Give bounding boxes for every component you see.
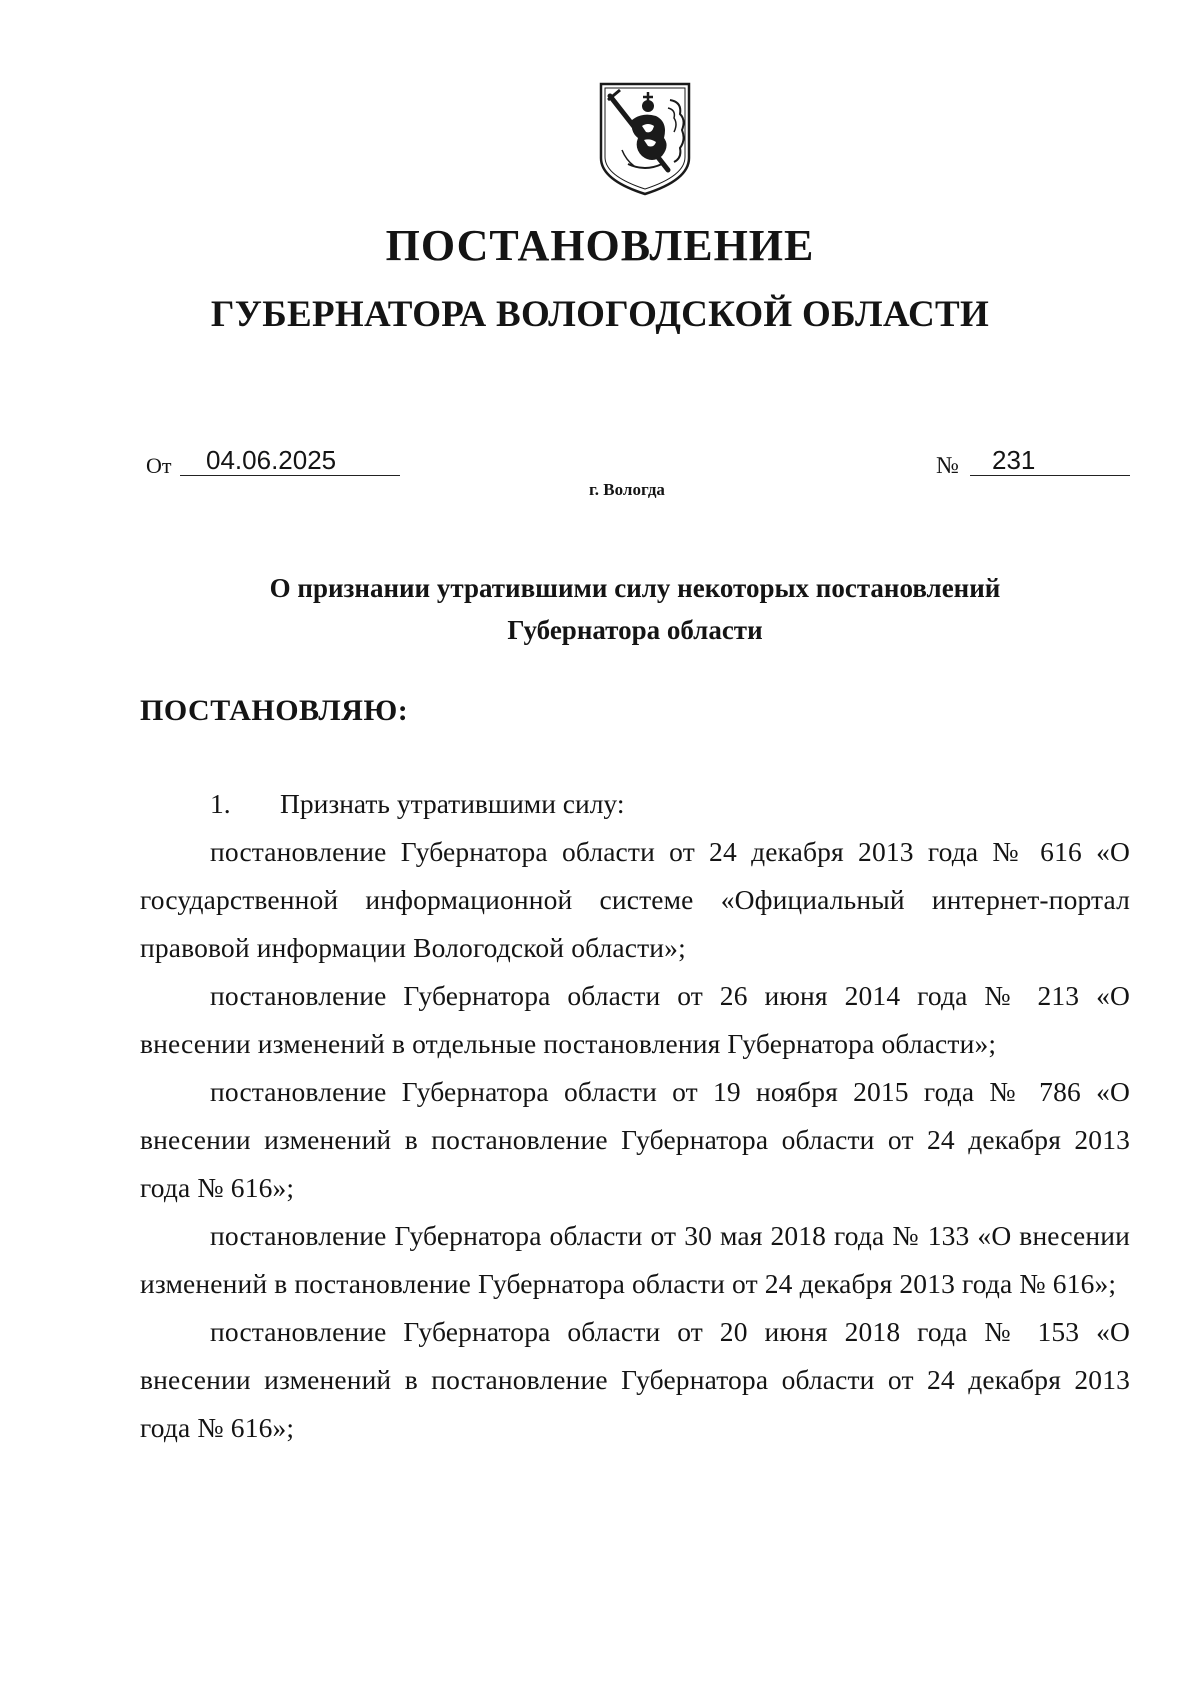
resolve-label: ПОСТАНОВЛЯЮ: xyxy=(140,694,409,727)
paragraph: постановление Губернатора области от 19 ноября 2015 года № 786 «О внесении изменений в постановление Губернатора области от 24 декабря 2013 года № 616»; xyxy=(140,1076,1130,1203)
document-number: 231 xyxy=(970,444,1130,476)
number-prefix: № xyxy=(936,453,959,479)
date-prefix: От xyxy=(146,453,172,478)
paragraph: постановление Губернатора области от 26 июня 2014 года № 213 «О внесении изменений в отдельные постановления Губернатора области»; xyxy=(140,980,1130,1059)
issuer-title: ГУБЕРНАТОРА ВОЛОГОДСКОЙ ОБЛАСТИ xyxy=(210,294,990,335)
coat-of-arms-icon xyxy=(598,80,692,198)
document-type-title: ПОСТАНОВЛЕНИЕ xyxy=(385,221,815,270)
document-title-line-1: О признании утратившими силу некоторых постановлений xyxy=(269,573,1001,603)
paragraph: постановление Губернатора области от 24 декабря 2013 года № 616 «О государственной информационной системе «Официальный интернет-портал правовой информации Вологодской области»; xyxy=(140,836,1130,963)
document-title xyxy=(0,567,1200,651)
paragraph: постановление Губернатора области от 30 мая 2018 года № 133 «О внесении изменений в постановление Губернатора области от 24 декабря 2013 года № 616»; xyxy=(140,1220,1130,1299)
list-item xyxy=(140,780,1130,828)
item-text: Признать утратившими силу: xyxy=(280,788,625,819)
document-title-line-2: Губернатора области xyxy=(507,615,763,645)
city-name: г. Вологда xyxy=(589,480,665,499)
item-number: 1. xyxy=(210,788,231,819)
document-body xyxy=(140,780,1130,1452)
document-date: 04.06.2025 xyxy=(180,444,400,476)
paragraph: постановление Губернатора области от 20 июня 2018 года № 153 «О внесении изменений в постановление Губернатора области от 24 декабря 2013 года № 616»; xyxy=(140,1316,1130,1443)
